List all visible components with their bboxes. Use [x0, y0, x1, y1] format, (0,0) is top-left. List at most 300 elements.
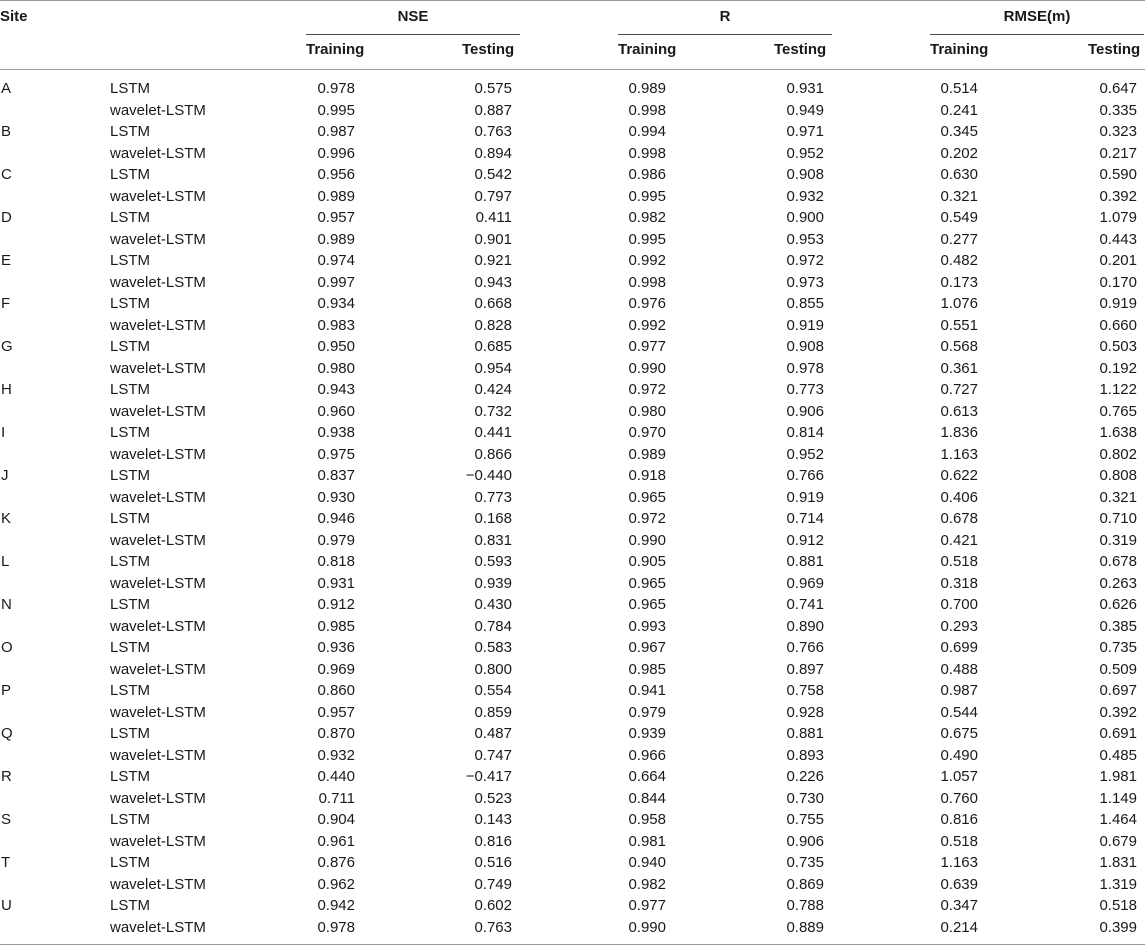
rmse-testing-cell: 1.079 [1099, 209, 1137, 226]
rmse-training-cell: 0.549 [940, 209, 978, 226]
model-cell: wavelet-LSTM [110, 359, 206, 377]
nse-testing-cell: 0.784 [474, 617, 512, 635]
rmse-training-cell: 0.518 [940, 832, 978, 850]
rmse-testing-cell: 0.399 [1099, 918, 1137, 936]
nse-training-cell: 0.987 [317, 123, 355, 140]
table-row [0, 360, 1145, 382]
model-cell: LSTM [110, 209, 151, 226]
nse-testing-cell: 0.816 [474, 832, 512, 850]
table-row [0, 102, 1145, 124]
nse-training-header: Training [306, 41, 365, 58]
model-cell: wavelet-LSTM [110, 875, 206, 893]
r-testing-cell: 0.932 [786, 187, 824, 205]
table-row [0, 532, 1145, 554]
rmse-training-cell: 0.241 [940, 101, 978, 119]
rmse-training-cell: 0.551 [940, 316, 978, 334]
nse-training-cell: 0.979 [317, 531, 355, 549]
rmse-training-cell: 1.057 [940, 768, 978, 785]
nse-group-header: NSE [397, 8, 429, 25]
rmse-testing-cell: 0.201 [1099, 252, 1137, 269]
rmse-training-cell: 0.321 [940, 187, 978, 205]
table-row [0, 446, 1145, 468]
rmse-training-cell: 0.345 [940, 123, 978, 140]
rmse-training-cell: 0.613 [940, 402, 978, 420]
rmse-training-cell: 0.361 [940, 359, 978, 377]
model-cell: wavelet-LSTM [110, 316, 206, 334]
rmse-testing-cell: 0.590 [1099, 166, 1137, 183]
table-row [0, 166, 1145, 188]
rmse-testing-cell: 1.831 [1099, 854, 1137, 871]
nse-training-cell: 0.996 [317, 144, 355, 162]
nse-training-cell: 0.711 [318, 789, 355, 807]
table-row [0, 661, 1145, 683]
r-testing-cell: 0.972 [786, 252, 824, 269]
r-testing-cell: 0.928 [786, 703, 824, 721]
r-testing-cell: 0.735 [786, 854, 824, 871]
rmse-testing-cell: 1.122 [1099, 381, 1137, 398]
rmse-training-cell: 0.727 [940, 381, 978, 398]
nse-training-cell: 0.946 [317, 510, 355, 527]
r-training-cell: 0.992 [628, 316, 666, 334]
rmse-testing-cell: 0.679 [1099, 832, 1137, 850]
nse-training-cell: 0.989 [317, 230, 355, 248]
r-training-cell: 0.918 [628, 467, 666, 484]
rmse-training-cell: 0.700 [940, 596, 978, 613]
nse-testing-cell: 0.921 [474, 252, 512, 269]
rmse-training-cell: 0.293 [940, 617, 978, 635]
nse-training-cell: 0.983 [317, 316, 355, 334]
nse-testing-cell: 0.583 [474, 639, 512, 656]
model-cell: wavelet-LSTM [110, 660, 206, 678]
rmse-training-cell: 0.202 [940, 144, 978, 162]
r-training-cell: 0.972 [628, 381, 666, 398]
nse-training-cell: 0.950 [317, 338, 355, 355]
rmse-training-cell: 0.514 [940, 80, 978, 97]
model-cell: wavelet-LSTM [110, 574, 206, 592]
r-testing-cell: 0.978 [786, 359, 824, 377]
nse-testing-cell: 0.894 [474, 144, 512, 162]
r-training-cell: 0.958 [628, 811, 666, 828]
r-training-cell: 0.905 [628, 553, 666, 570]
site-cell: C [1, 166, 12, 183]
model-cell: wavelet-LSTM [110, 187, 206, 205]
rmse-testing-cell: 0.323 [1099, 123, 1137, 140]
table-row [0, 682, 1145, 704]
rmse-testing-cell: 0.765 [1099, 402, 1137, 420]
table-row [0, 295, 1145, 317]
table-bottom-rule [0, 944, 1145, 945]
nse-testing-cell: 0.685 [474, 338, 512, 355]
nse-testing-cell: 0.441 [474, 424, 512, 441]
nse-training-cell: 0.440 [317, 768, 355, 785]
r-training-cell: 0.982 [628, 875, 666, 893]
rmse-training-cell: 0.816 [940, 811, 978, 828]
table-row [0, 876, 1145, 898]
r-testing-cell: 0.906 [786, 832, 824, 850]
r-training-cell: 0.977 [628, 897, 666, 914]
rmse-training-cell: 0.490 [940, 746, 978, 764]
r-testing-cell: 0.788 [786, 897, 824, 914]
r-testing-cell: 0.973 [786, 273, 824, 291]
r-testing-cell: 0.755 [786, 811, 824, 828]
model-cell: LSTM [110, 725, 151, 742]
site-cell: B [1, 123, 12, 140]
nse-training-cell: 0.969 [317, 660, 355, 678]
table-row [0, 575, 1145, 597]
r-training-cell: 0.939 [628, 725, 666, 742]
rmse-testing-cell: 0.626 [1099, 596, 1137, 613]
rmse-testing-cell: 0.678 [1099, 553, 1137, 570]
model-cell: wavelet-LSTM [110, 445, 206, 463]
nse-testing-cell: 0.943 [474, 273, 512, 291]
rmse-training-cell: 0.518 [940, 553, 978, 570]
nse-training-cell: 0.936 [317, 639, 355, 656]
rmse-training-cell: 0.678 [940, 510, 978, 527]
rmse-testing-cell: 0.385 [1099, 617, 1137, 635]
table-row [0, 897, 1145, 919]
r-training-cell: 0.998 [628, 101, 666, 119]
nse-testing-cell: 0.602 [474, 897, 512, 914]
r-testing-cell: 0.766 [786, 639, 824, 656]
rmse-testing-cell: 0.808 [1099, 467, 1137, 484]
r-training-cell: 0.998 [628, 273, 666, 291]
site-cell: H [1, 381, 12, 398]
site-cell: D [1, 209, 12, 226]
nse-training-cell: 0.956 [317, 166, 355, 183]
rmse-testing-cell: 0.335 [1099, 101, 1137, 119]
table-row [0, 618, 1145, 640]
rmse-training-cell: 1.163 [940, 445, 978, 463]
r-training-cell: 0.977 [628, 338, 666, 355]
nse-training-cell: 0.934 [317, 295, 355, 312]
rmse-training-header: Training [930, 41, 989, 58]
nse-training-cell: 0.818 [317, 553, 355, 570]
rmse-testing-cell: 0.509 [1099, 660, 1137, 678]
nse-training-cell: 0.957 [317, 703, 355, 721]
rmse-training-cell: 0.406 [940, 488, 978, 506]
nse-testing-cell: 0.411 [475, 209, 512, 226]
rmse-testing-cell: 1.149 [1099, 789, 1137, 807]
r-testing-cell: 0.881 [786, 725, 824, 742]
rmse-testing-cell: 0.443 [1099, 230, 1137, 248]
table-row [0, 338, 1145, 360]
r-testing-cell: 0.814 [786, 424, 824, 441]
r-training-cell: 0.985 [628, 660, 666, 678]
r-training-cell: 0.990 [628, 918, 666, 936]
nse-testing-cell: 0.523 [474, 789, 512, 807]
rmse-testing-cell: 0.217 [1099, 144, 1137, 162]
nse-testing-cell: 0.487 [474, 725, 512, 742]
site-cell: T [1, 854, 11, 871]
site-cell: I [1, 424, 6, 441]
nse-training-cell: 0.974 [317, 252, 355, 269]
rmse-training-cell: 0.347 [940, 897, 978, 914]
r-testing-header: Testing [774, 41, 827, 58]
nse-training-cell: 0.904 [317, 811, 355, 828]
r-testing-cell: 0.890 [786, 617, 824, 635]
table-row [0, 790, 1145, 812]
r-training-cell: 0.981 [628, 832, 666, 850]
table-row [0, 80, 1145, 102]
table-row [0, 833, 1145, 855]
nse-training-cell: 0.943 [317, 381, 355, 398]
rmse-training-cell: 1.836 [940, 424, 978, 441]
model-cell: wavelet-LSTM [110, 402, 206, 420]
rmse-training-cell: 0.214 [940, 918, 978, 936]
nse-testing-cell: 0.424 [474, 381, 512, 398]
table-row [0, 145, 1145, 167]
rmse-training-cell: 1.163 [940, 854, 978, 871]
table-row [0, 854, 1145, 876]
table-row [0, 188, 1145, 210]
rmse-testing-cell: 0.735 [1099, 639, 1137, 656]
nse-training-cell: 0.942 [317, 897, 355, 914]
r-group-rule [618, 34, 832, 35]
model-cell: wavelet-LSTM [110, 144, 206, 162]
model-cell: LSTM [110, 897, 151, 914]
r-testing-cell: 0.900 [786, 209, 824, 226]
r-testing-cell: 0.971 [786, 123, 824, 140]
rmse-testing-cell: 0.660 [1099, 316, 1137, 334]
r-testing-cell: 0.919 [786, 316, 824, 334]
rmse-training-cell: 0.699 [940, 639, 978, 656]
nse-testing-cell: 0.901 [474, 230, 512, 248]
table-row [0, 553, 1145, 575]
nse-training-cell: 0.978 [317, 918, 355, 936]
rmse-training-cell: 0.639 [940, 875, 978, 893]
nse-testing-cell: 0.668 [474, 295, 512, 312]
rmse-training-cell: 0.568 [940, 338, 978, 355]
rmse-testing-cell: 0.321 [1099, 488, 1137, 506]
model-cell: wavelet-LSTM [110, 531, 206, 549]
rmse-testing-cell: 0.697 [1099, 682, 1137, 699]
nse-training-cell: 0.960 [317, 402, 355, 420]
model-cell: LSTM [110, 338, 151, 355]
table-row [0, 317, 1145, 339]
nse-group-rule [306, 34, 520, 35]
nse-testing-cell: 0.747 [474, 746, 512, 764]
model-cell: LSTM [110, 123, 151, 140]
rmse-testing-cell: 0.710 [1099, 510, 1137, 527]
nse-testing-cell: 0.732 [474, 402, 512, 420]
rmse-testing-cell: 1.464 [1099, 811, 1137, 828]
r-training-cell: 0.966 [628, 746, 666, 764]
rmse-training-cell: 0.318 [940, 574, 978, 592]
nse-training-cell: 0.876 [317, 854, 355, 871]
r-training-cell: 0.941 [628, 682, 666, 699]
rmse-testing-cell: 0.319 [1099, 531, 1137, 549]
r-testing-cell: 0.897 [786, 660, 824, 678]
nse-training-cell: 0.961 [317, 832, 355, 850]
model-cell: LSTM [110, 166, 151, 183]
r-training-cell: 0.989 [628, 445, 666, 463]
r-training-cell: 0.989 [628, 80, 666, 97]
nse-training-cell: 0.930 [317, 488, 355, 506]
r-testing-cell: 0.741 [786, 596, 824, 613]
model-cell: wavelet-LSTM [110, 703, 206, 721]
table-top-rule [0, 0, 1145, 1]
r-training-cell: 0.972 [628, 510, 666, 527]
nse-testing-cell: 0.939 [474, 574, 512, 592]
model-cell: LSTM [110, 639, 151, 656]
rmse-training-cell: 0.630 [940, 166, 978, 183]
rmse-training-cell: 0.488 [940, 660, 978, 678]
site-cell: U [1, 897, 12, 914]
model-cell: wavelet-LSTM [110, 918, 206, 936]
nse-training-cell: 0.985 [317, 617, 355, 635]
rmse-training-cell: 1.076 [940, 295, 978, 312]
site-cell: A [1, 80, 12, 97]
table-row [0, 489, 1145, 511]
rmse-training-cell: 0.482 [940, 252, 978, 269]
r-testing-cell: 0.758 [786, 682, 824, 699]
model-cell: LSTM [110, 252, 151, 269]
nse-training-cell: 0.975 [317, 445, 355, 463]
r-training-cell: 0.976 [628, 295, 666, 312]
nse-testing-cell: −0.417 [465, 768, 512, 785]
nse-testing-cell: 0.859 [474, 703, 512, 721]
rmse-group-rule [930, 34, 1144, 35]
nse-testing-cell: −0.440 [465, 467, 512, 484]
nse-testing-cell: 0.749 [474, 875, 512, 893]
r-testing-cell: 0.919 [786, 488, 824, 506]
r-training-cell: 0.993 [628, 617, 666, 635]
rmse-testing-cell: 0.691 [1099, 725, 1137, 742]
table-row [0, 747, 1145, 769]
nse-testing-cell: 0.516 [474, 854, 512, 871]
r-training-cell: 0.982 [628, 209, 666, 226]
rmse-group-header: RMSE(m) [1003, 8, 1071, 25]
r-testing-cell: 0.773 [786, 381, 824, 398]
site-cell: E [1, 252, 12, 269]
model-cell: LSTM [110, 553, 151, 570]
nse-testing-cell: 0.797 [474, 187, 512, 205]
rmse-testing-cell: 0.392 [1099, 703, 1137, 721]
r-training-cell: 0.994 [628, 123, 666, 140]
rmse-training-cell: 0.421 [940, 531, 978, 549]
rmse-testing-cell: 1.319 [1099, 875, 1137, 893]
r-training-cell: 0.998 [628, 144, 666, 162]
site-cell: K [1, 510, 12, 527]
rmse-training-cell: 0.173 [940, 273, 978, 291]
r-testing-cell: 0.908 [786, 338, 824, 355]
r-training-cell: 0.980 [628, 402, 666, 420]
r-testing-cell: 0.908 [786, 166, 824, 183]
nse-testing-cell: 0.831 [474, 531, 512, 549]
table-row [0, 467, 1145, 489]
nse-training-cell: 0.978 [317, 80, 355, 97]
site-cell: R [1, 768, 12, 785]
r-testing-cell: 0.952 [786, 144, 824, 162]
table-row [0, 639, 1145, 661]
table-row [0, 252, 1145, 274]
rmse-testing-cell: 1.981 [1099, 768, 1137, 785]
model-cell: wavelet-LSTM [110, 488, 206, 506]
table-row [0, 209, 1145, 231]
table-row [0, 768, 1145, 790]
nse-testing-cell: 0.763 [474, 123, 512, 140]
r-testing-cell: 0.912 [786, 531, 824, 549]
model-cell: wavelet-LSTM [110, 832, 206, 850]
nse-training-cell: 0.989 [317, 187, 355, 205]
model-cell: LSTM [110, 768, 151, 785]
rmse-training-cell: 0.987 [940, 682, 978, 699]
r-training-cell: 0.995 [628, 230, 666, 248]
rmse-training-cell: 0.544 [940, 703, 978, 721]
r-testing-cell: 0.931 [786, 80, 824, 97]
rmse-training-cell: 0.675 [940, 725, 978, 742]
nse-testing-cell: 0.542 [474, 166, 512, 183]
rmse-testing-cell: 0.263 [1099, 574, 1137, 592]
r-testing-cell: 0.893 [786, 746, 824, 764]
model-cell: LSTM [110, 424, 151, 441]
nse-training-cell: 0.870 [317, 725, 355, 742]
header-bottom-rule [0, 69, 1145, 70]
nse-testing-cell: 0.773 [474, 488, 512, 506]
nse-training-cell: 0.837 [317, 467, 355, 484]
nse-testing-cell: 0.866 [474, 445, 512, 463]
model-cell: LSTM [110, 811, 151, 828]
nse-testing-cell: 0.168 [474, 510, 512, 527]
model-cell: wavelet-LSTM [110, 617, 206, 635]
r-testing-cell: 0.714 [786, 510, 824, 527]
nse-testing-cell: 0.828 [474, 316, 512, 334]
rmse-testing-cell: 0.170 [1099, 273, 1137, 291]
table-row [0, 231, 1145, 253]
table-row [0, 381, 1145, 403]
r-testing-cell: 0.889 [786, 918, 824, 936]
model-cell: wavelet-LSTM [110, 101, 206, 119]
nse-testing-cell: 0.763 [474, 918, 512, 936]
site-cell: Q [1, 725, 13, 742]
r-testing-cell: 0.953 [786, 230, 824, 248]
model-cell: wavelet-LSTM [110, 789, 206, 807]
nse-training-cell: 0.912 [317, 596, 355, 613]
nse-training-cell: 0.997 [317, 273, 355, 291]
nse-training-cell: 0.860 [317, 682, 355, 699]
rmse-testing-cell: 0.192 [1099, 359, 1137, 377]
table-row [0, 123, 1145, 145]
r-group-header: R [719, 8, 731, 25]
table-row [0, 704, 1145, 726]
r-testing-cell: 0.730 [786, 789, 824, 807]
model-cell: wavelet-LSTM [110, 746, 206, 764]
rmse-training-cell: 0.277 [940, 230, 978, 248]
nse-training-cell: 0.980 [317, 359, 355, 377]
rmse-testing-header: Testing [1088, 41, 1141, 58]
nse-training-cell: 0.957 [317, 209, 355, 226]
nse-training-cell: 0.995 [317, 101, 355, 119]
site-cell: J [1, 467, 9, 484]
rmse-testing-cell: 0.518 [1099, 897, 1137, 914]
r-testing-cell: 0.881 [786, 553, 824, 570]
table-row [0, 596, 1145, 618]
table-row [0, 403, 1145, 425]
table-row [0, 725, 1145, 747]
r-testing-cell: 0.226 [786, 768, 824, 785]
r-training-cell: 0.992 [628, 252, 666, 269]
nse-testing-cell: 0.887 [474, 101, 512, 119]
r-testing-cell: 0.952 [786, 445, 824, 463]
nse-testing-cell: 0.593 [474, 553, 512, 570]
rmse-testing-cell: 1.638 [1099, 424, 1137, 441]
site-cell: F [1, 295, 11, 312]
nse-training-cell: 0.962 [317, 875, 355, 893]
site-cell: L [1, 553, 10, 570]
model-cell: LSTM [110, 381, 151, 398]
r-testing-cell: 0.766 [786, 467, 824, 484]
table-row [0, 919, 1145, 941]
